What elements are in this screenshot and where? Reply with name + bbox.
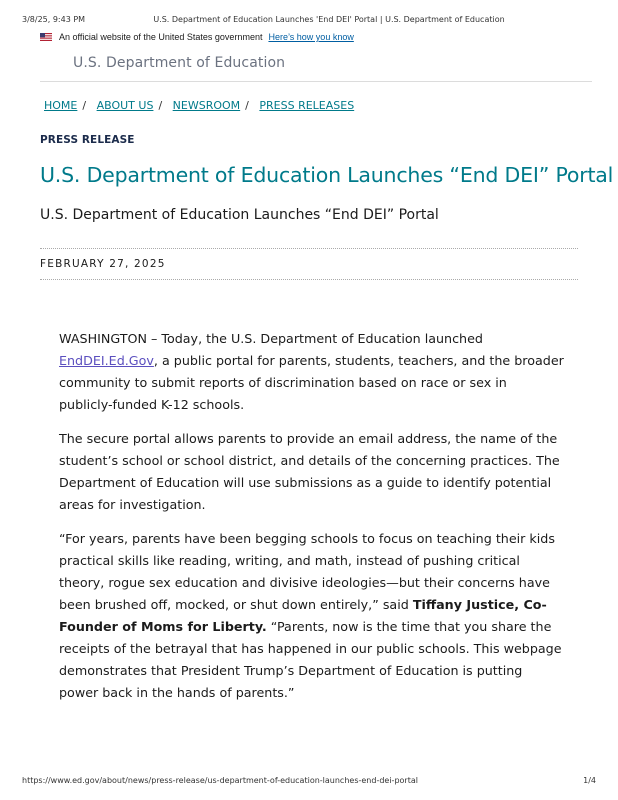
breadcrumb bbox=[44, 99, 354, 112]
gov-banner-text: An official website of the United States government bbox=[59, 32, 263, 42]
print-date: 3/8/25, 9:43 PM bbox=[22, 15, 86, 24]
page-title: U.S. Department of Education Launches “End DEI” Portal bbox=[40, 163, 614, 187]
breadcrumb-about-us[interactable]: ABOUT US bbox=[96, 99, 154, 112]
paragraph-3: “For years, parents have been begging schools to focus on teaching their kids practical skills like reading, writing, and math, instead of pushing critical theory, rogue sex education and divisive ideologies—but their concerns have been brushed off, mocked, or shut down entirely,” said Tiffany Justice, Co-Founder of Moms for Liberty. “Parents, now is the time that you share the receipts of the betrayal that has happened in our public schools. This webpage demonstrates that President Trump’s Department of Education is putting power back in the hands of parents.” bbox=[59, 531, 562, 700]
publish-date: FEBRUARY 27, 2025 bbox=[40, 258, 166, 270]
print-page-title: U.S. Department of Education Launches 'End DEI' Portal | U.S. Department of Education bbox=[153, 15, 505, 24]
print-footer bbox=[22, 776, 596, 785]
paragraph-1: WASHINGTON – Today, the U.S. Department of Education launched EndDEI.Ed.Gov, a public portal for parents, students, teachers, and the broader community to submit reports of discrimination based on race or sex in publicly-funded K-12 schools. bbox=[59, 331, 564, 412]
breadcrumb-separator: / bbox=[82, 99, 87, 112]
breadcrumb-separator: / bbox=[158, 99, 163, 112]
agency-name[interactable]: U.S. Department of Education bbox=[73, 55, 286, 71]
page-subtitle: U.S. Department of Education Launches “End DEI” Portal bbox=[40, 207, 439, 223]
press-release-label: PRESS RELEASE bbox=[40, 134, 135, 146]
enddei-link[interactable]: EndDEI.Ed.Gov bbox=[59, 353, 154, 368]
breadcrumb-press-releases[interactable]: PRESS RELEASES bbox=[259, 99, 355, 112]
print-url: https://www.ed.gov/about/news/press-release/us-department-of-education-launches-end-dei-portal bbox=[22, 776, 418, 785]
paragraph-2: The secure portal allows parents to provide an email address, the name of the student’s school or school district, and details of the concerning practices. The Department of Education will use submissions as a guide to identify potential areas for investigation. bbox=[59, 431, 560, 512]
article-body bbox=[59, 328, 564, 716]
breadcrumb-newsroom[interactable]: NEWSROOM bbox=[172, 99, 241, 112]
gov-banner bbox=[40, 32, 354, 42]
heres-how-you-know-link[interactable]: Here’s how you know bbox=[268, 32, 354, 42]
breadcrumb-home[interactable]: HOME bbox=[44, 99, 78, 112]
dotted-divider bbox=[40, 248, 578, 249]
quote-attribution: Tiffany Justice, Co-Founder of Moms for Liberty. bbox=[59, 597, 547, 634]
breadcrumb-separator: / bbox=[245, 99, 249, 112]
page-number: 1/4 bbox=[583, 776, 596, 785]
us-flag-icon bbox=[40, 33, 52, 41]
dotted-divider bbox=[40, 279, 578, 280]
header-divider bbox=[40, 81, 592, 82]
